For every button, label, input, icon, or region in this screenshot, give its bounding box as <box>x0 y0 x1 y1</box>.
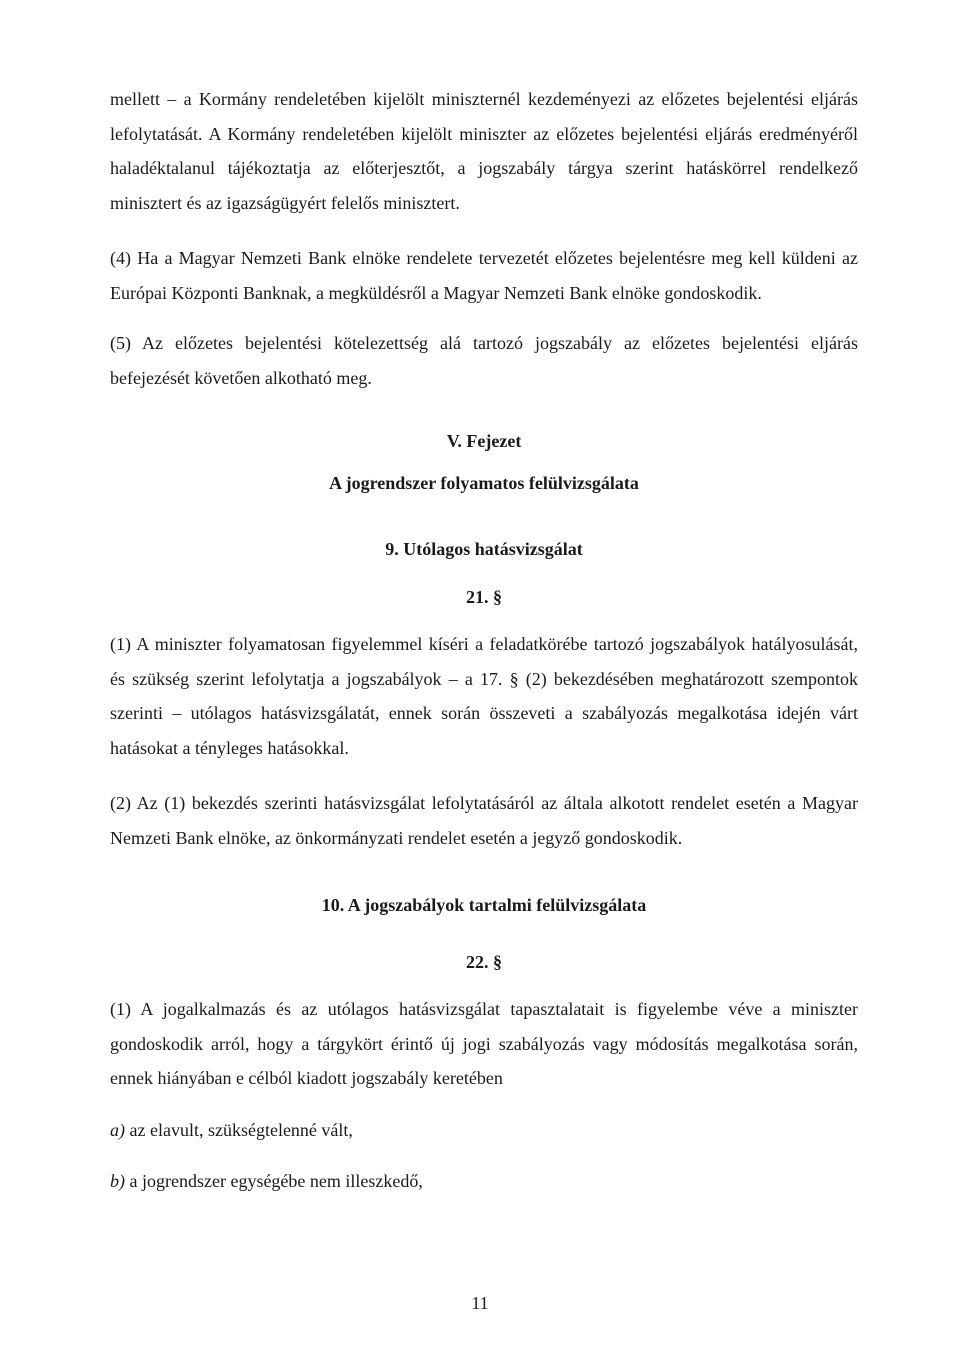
point-b-text: a jogrendszer egységébe nem illeszkedő, <box>125 1170 423 1191</box>
section-21-paragraph-1: (1) A miniszter folyamatosan figyelemmel kíséri a feladatkörébe tartozó jogszabályok hatályosulását, és szükség szerint lefolytatja a jogszabályok – a 17. § (2) bekezdésében meghatározott szempontok szerinti – utólagos hatásvizsgálatát, ennek során összeveti a szabályozás megalkotása idején várt hatásokat a tényleges hatásokkal. <box>110 634 858 758</box>
point-a-text: az elavult, szükségtelenné vált, <box>125 1119 353 1140</box>
point-b <box>110 1164 858 1198</box>
document-page <box>110 82 858 1198</box>
paragraph-continuation: mellett – a Kormány rendeletében kijelölt miniszternél kezdeményezi az előzetes bejelentési eljárás lefolytatását. A Kormány rendeletében kijelölt miniszter az előzetes bejelentési eljárás eredményéről haladéktalanul tájékoztatja az előterjesztőt, a jogszabály tárgya szerint hatáskörrel rendelkező minisztert és az igazságügyért felelős minisztert. <box>110 89 858 213</box>
point-a <box>110 1113 858 1147</box>
paragraph-4: (4) Ha a Magyar Nemzeti Bank elnöke rendelete tervezetét előzetes bejelentésre meg kell küldeni az Európai Központi Banknak, a megküldésről a Magyar Nemzeti Bank elnöke gondoskodik. <box>110 248 858 303</box>
paragraph-5: (5) Az előzetes bejelentési kötelezettség alá tartozó jogszabály az előzetes bejelentési eljárás befejezését követően alkotható meg. <box>110 333 858 388</box>
section-9-title: 9. Utólagos hatásvizsgálat <box>385 539 583 559</box>
chapter-number: V. Fejezet <box>446 431 522 451</box>
section-21-label: 21. § <box>466 587 502 607</box>
page-number: 11 <box>471 1293 489 1313</box>
section-22-paragraph-1: (1) A jogalkalmazás és az utólagos hatásvizsgálat tapasztalatait is figyelembe véve a miniszter gondoskodik arról, hogy a tárgykört érintő új jogi szabályozás vagy módosítás megalkotása során, ennek hiányában e célból kiadott jogszabály keretében <box>110 999 858 1088</box>
section-21-paragraph-2: (2) Az (1) bekezdés szerinti hatásvizsgálat lefolytatásáról az általa alkotott rendelet esetén a Magyar Nemzeti Bank elnöke, az önkormányzati rendelet esetén a jegyző gondoskodik. <box>110 793 858 848</box>
point-a-label: a) <box>110 1119 125 1140</box>
section-22-label: 22. § <box>466 952 502 972</box>
chapter-title: A jogrendszer folyamatos felülvizsgálata <box>329 473 639 493</box>
section-10-title: 10. A jogszabályok tartalmi felülvizsgálata <box>321 895 647 915</box>
point-b-label: b) <box>110 1170 125 1191</box>
